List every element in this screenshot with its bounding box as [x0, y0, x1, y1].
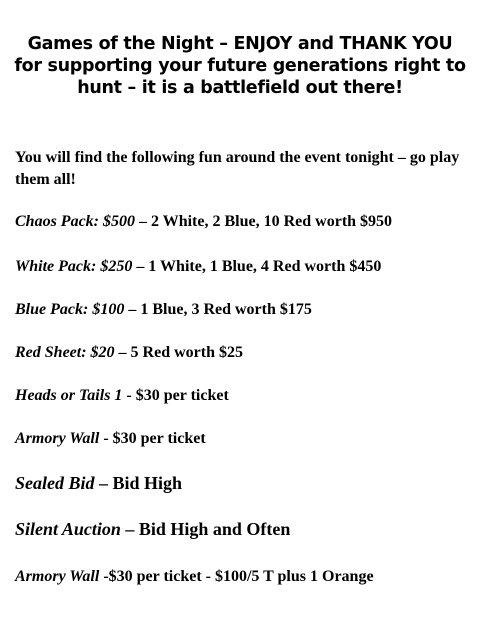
list-item-heads-or-tails	[15, 386, 477, 406]
list-item-armory-wall	[15, 429, 477, 449]
item-name: Sealed Bid	[15, 473, 95, 493]
item-name: Red Sheet: $20	[15, 344, 115, 361]
list-item-silent-auction	[15, 518, 477, 540]
list-item-chaos-pack	[15, 212, 477, 232]
item-detail: – Bid High and Often	[120, 519, 291, 539]
item-name: Armory Wall	[15, 430, 100, 447]
item-detail: -$30 per ticket - $100/5 T plus 1 Orange	[99, 568, 374, 585]
item-detail: – 1 White, 1 Blue, 4 Red worth $450	[132, 258, 382, 275]
list-item-white-pack	[15, 257, 477, 277]
intro-text: You will find the following fun around the event tonight – go play them all!	[15, 149, 460, 188]
list-item-red-sheet	[15, 343, 477, 363]
item-detail: – 5 Red worth $25	[114, 344, 243, 361]
item-detail: – 1 Blue, 3 Red worth $175	[124, 301, 312, 318]
list-item-blue-pack	[15, 300, 477, 320]
item-name: Heads or Tails 1	[15, 387, 123, 404]
page-title: Games of the Night – ENJOY and THANK YOU for supporting your future generations right to hunt – it is a battlefield out there!	[14, 34, 466, 98]
list-item-sealed-bid	[15, 472, 477, 494]
item-detail: - $30 per ticket	[122, 387, 229, 404]
list-item-armory-wall-bundle	[15, 567, 477, 587]
item-name: Chaos Pack: $500	[15, 213, 135, 230]
item-name: Blue Pack: $100	[15, 301, 125, 318]
item-name: Silent Auction	[15, 519, 121, 539]
item-name: Armory Wall	[15, 568, 100, 585]
item-detail: – 2 White, 2 Blue, 10 Red worth $950	[135, 213, 393, 230]
item-detail: – Bid High	[94, 473, 183, 493]
item-name: White Pack: $250	[15, 258, 133, 275]
item-detail: - $30 per ticket	[99, 430, 206, 447]
